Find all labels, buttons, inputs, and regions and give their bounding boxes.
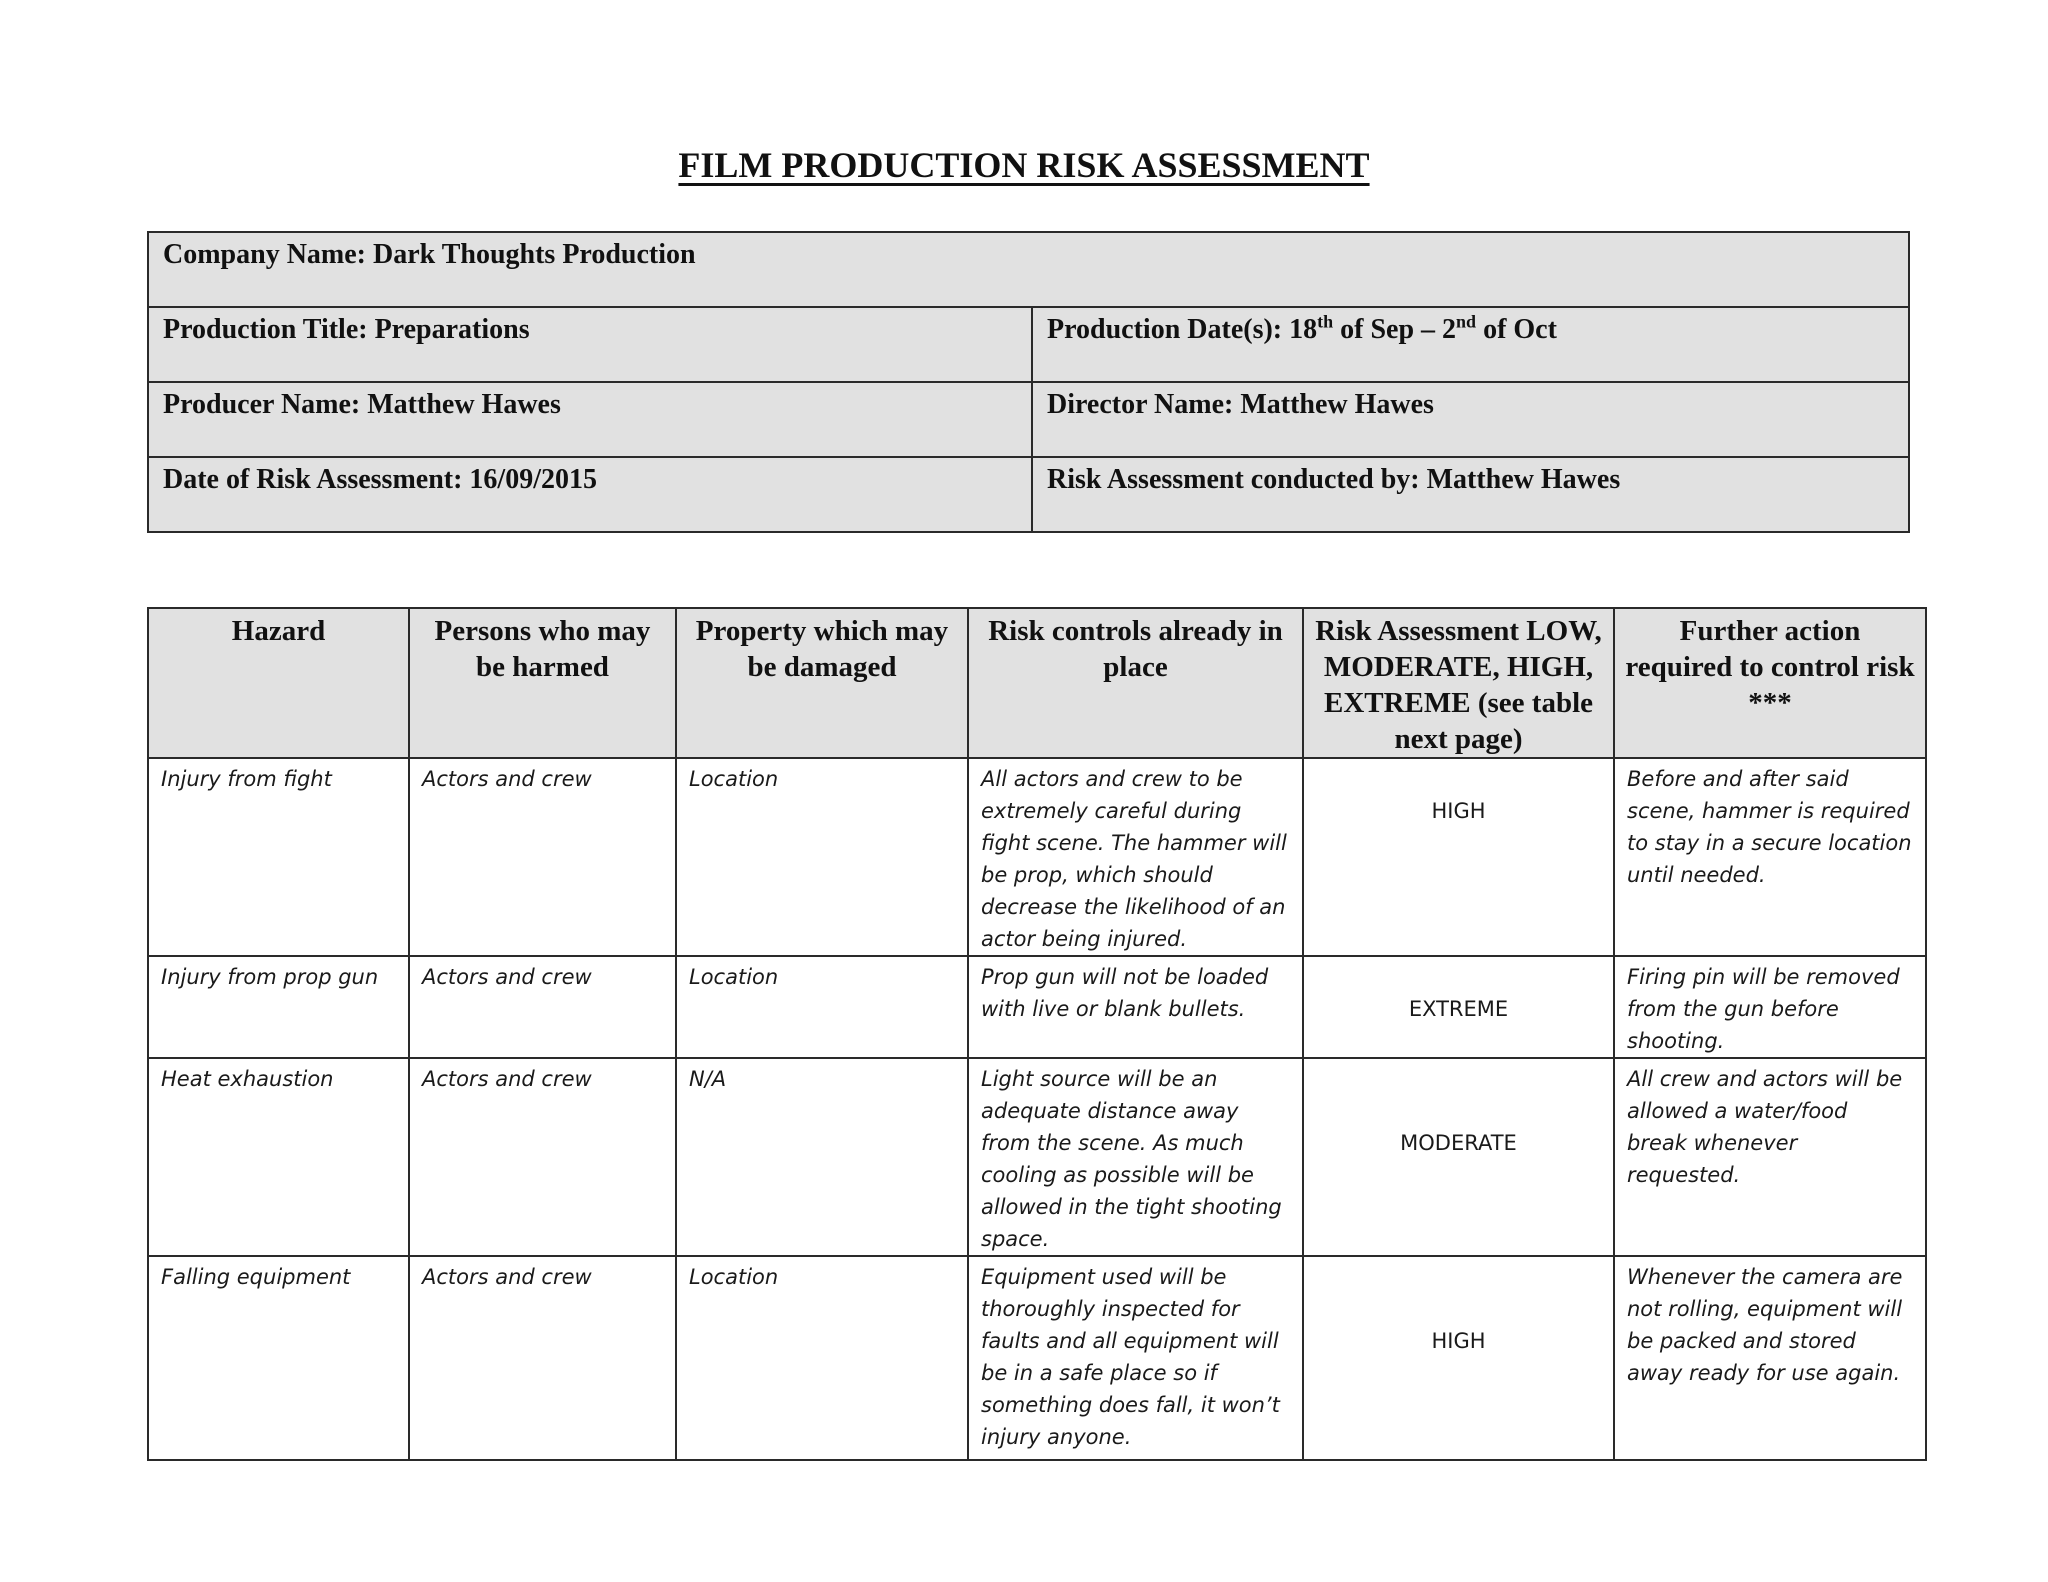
persons-cell: Actors and crew xyxy=(409,1256,676,1460)
header-hazard: Hazard xyxy=(148,608,409,758)
risk-rating-cell xyxy=(1303,1058,1614,1256)
header-risk-rating: Risk Assessment LOW, MODERATE, HIGH, EXTREME (see table next page) xyxy=(1303,608,1614,758)
assessment-date-cell: Date of Risk Assessment: 16/09/2015 xyxy=(148,457,1032,532)
production-dates-suffix: of Oct xyxy=(1476,314,1557,345)
risk-assessment-table xyxy=(147,607,1927,1461)
production-info-table xyxy=(147,231,1910,533)
hazard-cell: Injury from prop gun xyxy=(148,956,409,1058)
property-cell: Location xyxy=(676,758,968,956)
risk-rating-cell xyxy=(1303,758,1614,956)
risk-rating-value: HIGH xyxy=(1431,1329,1486,1353)
director-name-cell: Director Name: Matthew Hawes xyxy=(1032,382,1909,457)
production-dates-sup-end: nd xyxy=(1456,311,1477,332)
persons-cell: Actors and crew xyxy=(409,1058,676,1256)
risk-rating-value: HIGH xyxy=(1431,799,1486,823)
production-title-cell: Production Title: Preparations xyxy=(148,307,1032,382)
document-title xyxy=(0,143,2048,187)
table-row xyxy=(148,1256,1926,1460)
table-row xyxy=(148,758,1926,956)
property-cell: Location xyxy=(676,1256,968,1460)
risk-rating-value: EXTREME xyxy=(1408,997,1509,1021)
info-row-people xyxy=(148,382,1909,457)
property-cell: Location xyxy=(676,956,968,1058)
production-dates-prefix: Production Date(s): 18 xyxy=(1047,314,1318,345)
further-action-cell: Firing pin will be removed from the gun before shooting. xyxy=(1614,956,1926,1058)
controls-cell: Light source will be an adequate distance away from the scene. As much cooling as possible will be allowed in the tight shooting space. xyxy=(968,1058,1303,1256)
producer-name-cell: Producer Name: Matthew Hawes xyxy=(148,382,1032,457)
property-cell: N/A xyxy=(676,1058,968,1256)
risk-rating-value: MODERATE xyxy=(1400,1131,1517,1155)
company-name-cell: Company Name: Dark Thoughts Production xyxy=(148,232,1909,307)
header-property: Property which may be damaged xyxy=(676,608,968,758)
controls-cell: Equipment used will be thoroughly inspected for faults and all equipment will be in a safe place so if something does fall, it won’t injury anyone. xyxy=(968,1256,1303,1460)
info-row-assessment xyxy=(148,457,1909,532)
table-row xyxy=(148,1058,1926,1256)
production-dates-middle: of Sep – 2 xyxy=(1333,314,1457,345)
header-persons: Persons who may be harmed xyxy=(409,608,676,758)
header-controls: Risk controls already in place xyxy=(968,608,1303,758)
further-action-cell: Whenever the camera are not rolling, equipment will be packed and stored away ready for use again. xyxy=(1614,1256,1926,1460)
persons-cell: Actors and crew xyxy=(409,956,676,1058)
info-row-production xyxy=(148,307,1909,382)
hazard-cell: Heat exhaustion xyxy=(148,1058,409,1256)
table-row xyxy=(148,956,1926,1058)
production-dates-cell xyxy=(1032,307,1909,382)
further-action-cell: Before and after said scene, hammer is required to stay in a secure location until needed. xyxy=(1614,758,1926,956)
further-action-cell: All crew and actors will be allowed a water/food break whenever requested. xyxy=(1614,1058,1926,1256)
risk-table-header-row xyxy=(148,608,1926,758)
header-further-action: Further action required to control risk *** xyxy=(1614,608,1926,758)
controls-cell: All actors and crew to be extremely careful during fight scene. The hammer will be prop, which should decrease the likelihood of an actor being injured. xyxy=(968,758,1303,956)
hazard-cell: Injury from fight xyxy=(148,758,409,956)
controls-cell: Prop gun will not be loaded with live or blank bullets. xyxy=(968,956,1303,1058)
risk-rating-cell xyxy=(1303,1256,1614,1460)
risk-rating-cell xyxy=(1303,956,1614,1058)
conducted-by-cell: Risk Assessment conducted by: Matthew Hawes xyxy=(1032,457,1909,532)
production-dates-sup-start: th xyxy=(1317,311,1334,332)
hazard-cell: Falling equipment xyxy=(148,1256,409,1460)
info-row-company xyxy=(148,232,1909,307)
document-title-text: FILM PRODUCTION RISK ASSESSMENT xyxy=(678,145,1370,185)
persons-cell: Actors and crew xyxy=(409,758,676,956)
